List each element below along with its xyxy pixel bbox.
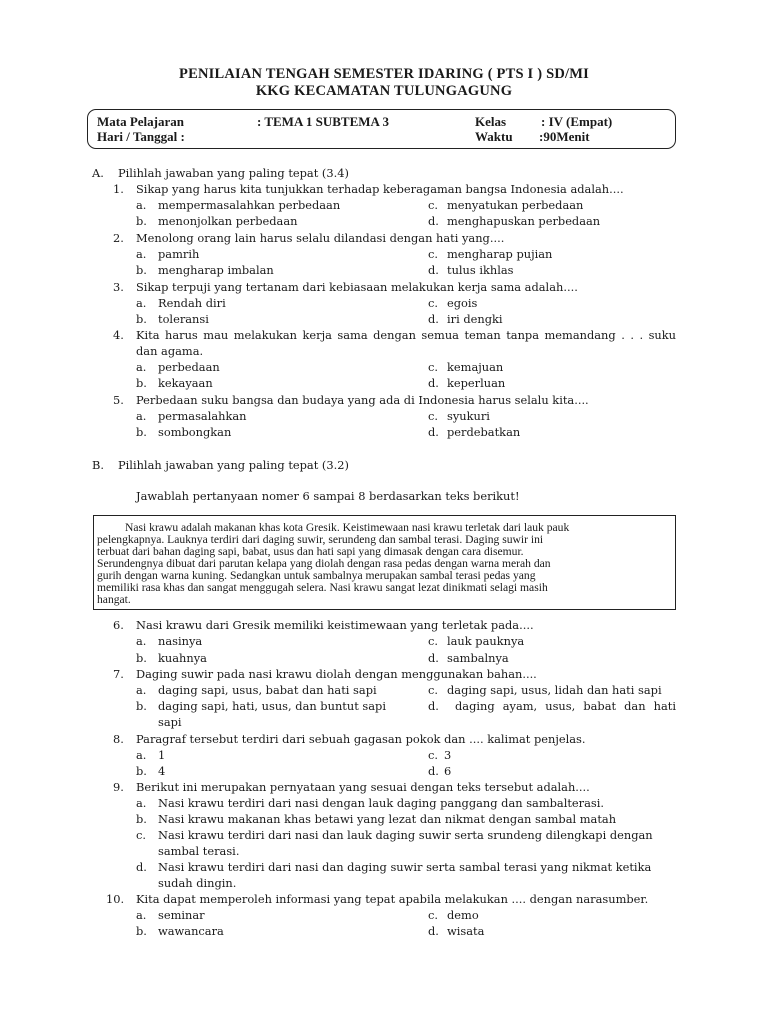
question-number: 6. xyxy=(113,618,124,632)
question-number: 10. xyxy=(106,892,125,906)
option-text-continued: sudah dingin. xyxy=(158,876,237,890)
question-number: 4. xyxy=(113,328,124,342)
option-letter: d. xyxy=(428,764,439,778)
option-letter: c. xyxy=(428,198,439,212)
passage-line: memiliki rasa khas dan sangat menggugah selera. Nasi krawu sangat lezat dinikmati selagi masih xyxy=(97,581,548,594)
option-letter: d. xyxy=(136,860,147,874)
option-text: mempermasalahkan perbedaan xyxy=(158,198,341,212)
option-text: 3 xyxy=(444,748,452,762)
option-letter: b. xyxy=(136,376,147,390)
passage-line: Serundengnya dibuat dari parutan kelapa yang diolah dengan rasa pedas dengan warna merah dan xyxy=(97,557,551,570)
option-text: pamrih xyxy=(158,247,200,261)
option-text: wisata xyxy=(447,924,485,938)
option-letter: c. xyxy=(136,828,147,842)
option-text: menyatukan perbedaan xyxy=(447,198,584,212)
option-text: daging sapi, usus, babat dan hati sapi xyxy=(158,683,377,697)
option-letter: c. xyxy=(428,360,439,374)
option-letter: d. xyxy=(428,376,439,390)
option-letter: a. xyxy=(136,634,147,648)
option-letter: b. xyxy=(136,651,147,665)
option-letter: a. xyxy=(136,409,147,423)
option-text: wawancara xyxy=(158,924,224,938)
question-text: Kita harus mau melakukan kerja sama dengan semua teman tanpa memandang . . . suku xyxy=(136,328,676,342)
passage-line: gurih dengan warna kuning. Sedangkan untuk sambalnya merupakan sambal terasi pedas yang xyxy=(97,569,536,582)
option-letter: c. xyxy=(428,634,439,648)
option-text: kemajuan xyxy=(447,360,504,374)
option-text: 6 xyxy=(444,764,452,778)
option-letter: a. xyxy=(136,796,147,810)
reading-passage xyxy=(93,515,676,610)
option-letter: d. xyxy=(428,214,439,228)
option-text: 1 xyxy=(158,748,166,762)
question-number: 8. xyxy=(113,732,124,746)
date-label: Hari / Tanggal : xyxy=(97,129,185,144)
info-box xyxy=(87,109,676,149)
option-text: demo xyxy=(447,908,479,922)
question-number: 3. xyxy=(113,280,124,294)
option-text: Nasi krawu terdiri dari nasi dan lauk daging suwir serta srundeng dilengkapi dengan xyxy=(158,828,653,842)
option-text: tulus ikhlas xyxy=(447,263,514,277)
option-text: Nasi krawu terdiri dari nasi dengan lauk daging panggang dan sambalterasi. xyxy=(158,796,605,810)
option-text: keperluan xyxy=(447,376,506,390)
question-text: Sikap yang harus kita tunjukkan terhadap keberagaman bangsa Indonesia adalah.... xyxy=(136,182,624,196)
option-letter: d. xyxy=(428,924,439,938)
option-letter: b. xyxy=(136,425,147,439)
question-number: 1. xyxy=(113,182,124,196)
class-label: Kelas xyxy=(475,114,507,129)
option-letter: d. xyxy=(428,651,439,665)
question-number: 9. xyxy=(113,780,124,794)
option-letter: c. xyxy=(428,908,439,922)
question-text: Paragraf tersebut terdiri dari sebuah gagasan pokok dan .... kalimat penjelas. xyxy=(136,732,586,746)
option-letter: a. xyxy=(136,683,147,697)
option-letter: c. xyxy=(428,296,439,310)
question-text: Berikut ini merupakan pernyataan yang sesuai dengan teks tersebut adalah.... xyxy=(136,780,590,794)
option-text: Nasi krawu terdiri dari nasi dan daging suwir serta sambal terasi yang nikmat ketika xyxy=(158,860,652,874)
passage-line: pelengkapnya. Lauknya terdiri dari daging suwir, serundeng dan sambal terasi. Daging suwir ini xyxy=(97,533,544,546)
question-text: Nasi krawu dari Gresik memiliki keistimewaan yang terletak pada.... xyxy=(136,618,534,632)
option-text: sombongkan xyxy=(158,425,232,439)
option-letter: a. xyxy=(136,198,147,212)
option-text: permasalahkan xyxy=(158,409,247,423)
passage-line: hangat. xyxy=(97,593,131,606)
question-number: 7. xyxy=(113,667,124,681)
class-value: : IV (Empat) xyxy=(541,114,613,129)
exam-subtitle: KKG KECAMATAN TULUNGAGUNG xyxy=(255,83,513,99)
option-letter: a. xyxy=(136,360,147,374)
option-text: menonjolkan perbedaan xyxy=(158,214,298,228)
option-letter: d. xyxy=(428,312,439,326)
option-letter: b. xyxy=(136,764,147,778)
time-value: :90Menit xyxy=(539,129,590,144)
option-text: syukuri xyxy=(447,409,490,423)
option-letter: a. xyxy=(136,748,147,762)
option-letter: b. xyxy=(136,263,147,277)
option-letter: b. xyxy=(136,312,147,326)
option-letter: b. xyxy=(136,699,147,713)
question-text: Sikap terpuji yang tertanam dari kebiasaan melakukan kerja sama adalah.... xyxy=(136,280,578,294)
option-text: mengharap pujian xyxy=(447,247,553,261)
option-letter: c. xyxy=(428,683,439,697)
question-text: Perbedaan suku bangsa dan budaya yang ada di Indonesia harus selalu kita.... xyxy=(136,393,589,407)
option-text: egois xyxy=(447,296,478,310)
option-letter: b. xyxy=(136,924,147,938)
passage-line: Nasi krawu adalah makanan khas kota Gresik. Keistimewaan nasi krawu terletak dari lauk pauk xyxy=(125,521,570,534)
option-text: Nasi krawu makanan khas betawi yang lezat dan nikmat dengan sambal matah xyxy=(158,812,617,826)
option-text: Rendah diri xyxy=(158,296,226,310)
question-text: dan agama. xyxy=(136,344,204,358)
option-text: seminar xyxy=(158,908,205,922)
option-text: kuahnya xyxy=(158,651,207,665)
option-letter: d. xyxy=(428,263,439,277)
option-text: 4 xyxy=(158,764,166,778)
option-text: nasinya xyxy=(158,634,203,648)
option-text: daging ayam, usus, babat dan hati xyxy=(455,699,676,713)
exam-title: PENILAIAN TENGAH SEMESTER IDARING ( PTS I ) SD/MI xyxy=(179,66,589,82)
option-text: daging sapi, usus, lidah dan hati sapi xyxy=(447,683,662,697)
option-letter: a. xyxy=(136,247,147,261)
subject-label: Mata Pelajaran xyxy=(97,114,185,129)
option-text: mengharap imbalan xyxy=(158,263,274,277)
option-text: iri dengki xyxy=(447,312,503,326)
time-label: Waktu xyxy=(475,129,513,144)
option-text: lauk pauknya xyxy=(447,634,525,648)
section-b-marker: B. xyxy=(92,458,104,472)
option-letter: c. xyxy=(428,409,439,423)
question-text: Menolong orang lain harus selalu dilandasi dengan hati yang.... xyxy=(136,231,505,245)
question-text: Daging suwir pada nasi krawu diolah dengan menggunakan bahan.... xyxy=(136,667,537,681)
option-letter: b. xyxy=(136,812,147,826)
option-letter: d. xyxy=(428,699,439,713)
section-a-heading: Pilihlah jawaban yang paling tepat (3.4) xyxy=(118,166,349,180)
section-a-marker: A. xyxy=(92,166,104,180)
question-text: Kita dapat memperoleh informasi yang tepat apabila melakukan .... dengan narasumber. xyxy=(136,892,649,906)
option-text: toleransi xyxy=(158,312,209,326)
option-letter: c. xyxy=(428,247,439,261)
section-b-heading: Pilihlah jawaban yang paling tepat (3.2) xyxy=(118,458,349,472)
section-b-instruction: Jawablah pertanyaan nomer 6 sampai 8 berdasarkan teks berikut! xyxy=(136,489,520,503)
option-text: kekayaan xyxy=(158,376,213,390)
passage-line: terbuat dari bahan daging sapi, babat, usus dan hati sapi yang dimasak dengan cara disemur. xyxy=(97,545,524,558)
option-letter: d. xyxy=(428,425,439,439)
option-text-continued: sapi xyxy=(158,715,182,729)
option-letter: c. xyxy=(428,748,439,762)
option-text: perdebatkan xyxy=(447,425,521,439)
question-number: 2. xyxy=(113,231,124,245)
option-text: menghapuskan perbedaan xyxy=(447,214,601,228)
option-letter: a. xyxy=(136,908,147,922)
subject-value: : TEMA 1 SUBTEMA 3 xyxy=(257,114,389,129)
option-text: perbedaan xyxy=(158,360,220,374)
option-text-continued: sambal terasi. xyxy=(158,844,240,858)
question-number: 5. xyxy=(113,393,124,407)
option-letter: b. xyxy=(136,214,147,228)
option-text: sambalnya xyxy=(447,651,509,665)
option-text: daging sapi, hati, usus, dan buntut sapi xyxy=(158,699,386,713)
option-letter: a. xyxy=(136,296,147,310)
